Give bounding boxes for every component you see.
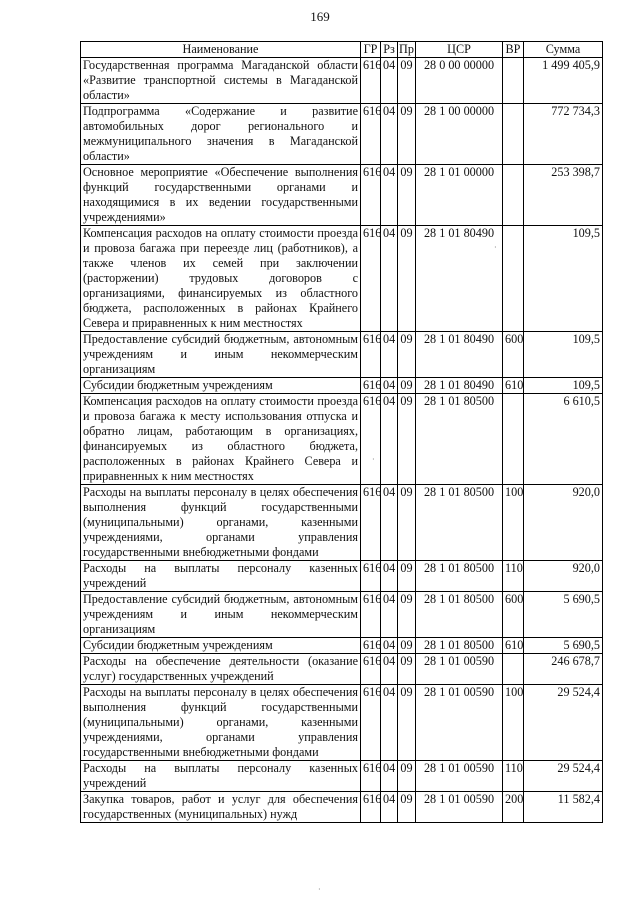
cell-gr: 616 — [361, 792, 381, 823]
cell-vr: 600 — [503, 332, 524, 378]
cell-rz: 04 — [381, 104, 398, 165]
table-row — [81, 58, 603, 104]
cell-vr: 610 — [503, 638, 524, 654]
cell-gr: 616 — [361, 332, 381, 378]
cell-gr: 616 — [361, 104, 381, 165]
scan-speck: · — [372, 455, 375, 464]
table-row — [81, 394, 603, 485]
cell-pr: 09 — [398, 104, 416, 165]
header-csr: ЦСР — [416, 42, 503, 58]
cell-csr: 28 1 01 80500 — [416, 394, 503, 485]
cell-gr: 616 — [361, 654, 381, 685]
cell-sum: 920,0 — [524, 485, 603, 561]
cell-pr: 09 — [398, 332, 416, 378]
table-row — [81, 654, 603, 685]
cell-sum: 29 524,4 — [524, 685, 603, 761]
cell-name: Предоставление субсидий бюджетным, автономным учреждениям и иным некоммерческим организациям — [81, 592, 361, 638]
cell-name: Расходы на выплаты персоналу в целях обеспечения выполнения функций государственными (муниципальными) органами, казенными учреждениями, органами управления государственными внебюджетными фондами — [81, 485, 361, 561]
cell-csr: 28 1 01 80490 — [416, 226, 503, 332]
cell-csr: 28 1 01 80500 — [416, 592, 503, 638]
cell-csr: 28 1 01 00000 — [416, 165, 503, 226]
cell-csr: 28 1 01 80500 — [416, 485, 503, 561]
cell-vr: 110 — [503, 761, 524, 792]
cell-pr: 09 — [398, 226, 416, 332]
cell-rz: 04 — [381, 592, 398, 638]
cell-rz: 04 — [381, 226, 398, 332]
cell-sum: 772 734,3 — [524, 104, 603, 165]
cell-name: Расходы на выплаты персоналу казенных учреждений — [81, 561, 361, 592]
table-body — [81, 58, 603, 823]
header-vr: ВР — [503, 42, 524, 58]
cell-pr: 09 — [398, 592, 416, 638]
cell-sum: 6 610,5 — [524, 394, 603, 485]
header-rz: Рз — [381, 42, 398, 58]
cell-csr: 28 0 00 00000 — [416, 58, 503, 104]
table-row — [81, 104, 603, 165]
cell-name: Расходы на обеспечение деятельности (оказание услуг) государственных учреждений — [81, 654, 361, 685]
cell-gr: 616 — [361, 378, 381, 394]
cell-pr: 09 — [398, 394, 416, 485]
cell-gr: 616 — [361, 226, 381, 332]
cell-pr: 09 — [398, 58, 416, 104]
cell-name: Подпрограмма «Содержание и развитие автомобильных дорог регионального и межмуниципального значения в Магаданской области» — [81, 104, 361, 165]
table-row — [81, 792, 603, 823]
scan-speck: · — [494, 243, 497, 252]
cell-pr: 09 — [398, 165, 416, 226]
cell-sum: 29 524,4 — [524, 761, 603, 792]
table-row — [81, 226, 603, 332]
cell-sum: 920,0 — [524, 561, 603, 592]
cell-gr: 616 — [361, 761, 381, 792]
cell-gr: 616 — [361, 165, 381, 226]
table-row — [81, 378, 603, 394]
cell-sum: 109,5 — [524, 332, 603, 378]
cell-pr: 09 — [398, 378, 416, 394]
header-gr: ГР — [361, 42, 381, 58]
cell-vr: 100 — [503, 685, 524, 761]
table-row — [81, 638, 603, 654]
cell-sum: 246 678,7 — [524, 654, 603, 685]
table-row — [81, 685, 603, 761]
cell-name: Компенсация расходов на оплату стоимости проезда и провоза багажа при переезде лиц (работников), а также членов их семей при заключении (расторжении) трудовых договоров с организациями, финансируемых из областного бюджета, расположенных в районах Крайнего Севера и приравненных к ним местностях — [81, 226, 361, 332]
cell-name: Государственная программа Магаданской области «Развитие транспортной системы в Магаданской области» — [81, 58, 361, 104]
cell-rz: 04 — [381, 685, 398, 761]
header-sum: Сумма — [524, 42, 603, 58]
cell-name: Субсидии бюджетным учреждениям — [81, 378, 361, 394]
cell-sum: 1 499 405,9 — [524, 58, 603, 104]
cell-gr: 616 — [361, 58, 381, 104]
cell-vr — [503, 165, 524, 226]
cell-csr: 28 1 01 80500 — [416, 638, 503, 654]
cell-csr: 28 1 01 00590 — [416, 792, 503, 823]
cell-name: Компенсация расходов на оплату стоимости проезда и провоза багажа к месту использования отпуска и обратно лицам, работающим в организациях, финансируемых из областного бюджета, расположенных в районах Крайнего Севера и приравненных к ним местностях — [81, 394, 361, 485]
cell-pr: 09 — [398, 485, 416, 561]
table-row — [81, 561, 603, 592]
cell-name: Предоставление субсидий бюджетным, автономным учреждениям и иным некоммерческим организациям — [81, 332, 361, 378]
cell-rz: 04 — [381, 761, 398, 792]
cell-pr: 09 — [398, 638, 416, 654]
cell-gr: 616 — [361, 685, 381, 761]
cell-vr — [503, 226, 524, 332]
table-row — [81, 332, 603, 378]
cell-name: Расходы на выплаты персоналу казенных учреждений — [81, 761, 361, 792]
cell-vr: 200 — [503, 792, 524, 823]
cell-csr: 28 1 01 00590 — [416, 761, 503, 792]
cell-sum: 5 690,5 — [524, 638, 603, 654]
cell-vr: 610 — [503, 378, 524, 394]
cell-vr — [503, 394, 524, 485]
cell-pr: 09 — [398, 792, 416, 823]
cell-gr: 616 — [361, 592, 381, 638]
cell-pr: 09 — [398, 654, 416, 685]
cell-vr — [503, 654, 524, 685]
cell-csr: 28 1 01 00590 — [416, 685, 503, 761]
cell-rz: 04 — [381, 638, 398, 654]
cell-csr: 28 1 01 80500 — [416, 561, 503, 592]
cell-rz: 04 — [381, 654, 398, 685]
cell-vr: 600 — [503, 592, 524, 638]
cell-vr — [503, 104, 524, 165]
cell-name: Субсидии бюджетным учреждениям — [81, 638, 361, 654]
cell-csr: 28 1 01 80490 — [416, 332, 503, 378]
cell-sum: 11 582,4 — [524, 792, 603, 823]
budget-table — [80, 41, 603, 823]
cell-sum: 109,5 — [524, 378, 603, 394]
cell-vr: 110 — [503, 561, 524, 592]
table-row — [81, 485, 603, 561]
cell-vr — [503, 58, 524, 104]
cell-pr: 09 — [398, 561, 416, 592]
page-number: 169 — [310, 9, 330, 24]
cell-gr: 616 — [361, 394, 381, 485]
table-row — [81, 761, 603, 792]
cell-gr: 616 — [361, 638, 381, 654]
cell-gr: 616 — [361, 485, 381, 561]
cell-name: Закупка товаров, работ и услуг для обеспечения государственных (муниципальных) нужд — [81, 792, 361, 823]
header-pr: Пр — [399, 42, 414, 56]
table-row — [81, 592, 603, 638]
cell-name: Расходы на выплаты персоналу в целях обеспечения выполнения функций государственными (муниципальными) органами, казенными учреждениями, органами управления государственными внебюджетными фондами — [81, 685, 361, 761]
header-name: Наименование — [81, 42, 361, 58]
cell-rz: 04 — [381, 561, 398, 592]
cell-sum: 5 690,5 — [524, 592, 603, 638]
cell-pr: 09 — [398, 685, 416, 761]
cell-csr: 28 1 01 80490 — [416, 378, 503, 394]
cell-rz: 04 — [381, 58, 398, 104]
table-header-row — [81, 42, 603, 58]
cell-sum: 109,5 — [524, 226, 603, 332]
cell-gr: 616 — [361, 561, 381, 592]
cell-sum: 253 398,7 — [524, 165, 603, 226]
cell-rz: 04 — [381, 332, 398, 378]
cell-name: Основное мероприятие «Обеспечение выполнения функций государственными органами и находящимися в их ведении государственными учреждениями» — [81, 165, 361, 226]
cell-rz: 04 — [381, 394, 398, 485]
table-row — [81, 165, 603, 226]
cell-csr: 28 1 00 00000 — [416, 104, 503, 165]
scan-speck: · — [318, 885, 321, 894]
cell-vr: 100 — [503, 485, 524, 561]
cell-pr: 09 — [398, 761, 416, 792]
cell-rz: 04 — [381, 792, 398, 823]
cell-rz: 04 — [381, 378, 398, 394]
cell-csr: 28 1 01 00590 — [416, 654, 503, 685]
cell-rz: 04 — [381, 165, 398, 226]
cell-rz: 04 — [381, 485, 398, 561]
